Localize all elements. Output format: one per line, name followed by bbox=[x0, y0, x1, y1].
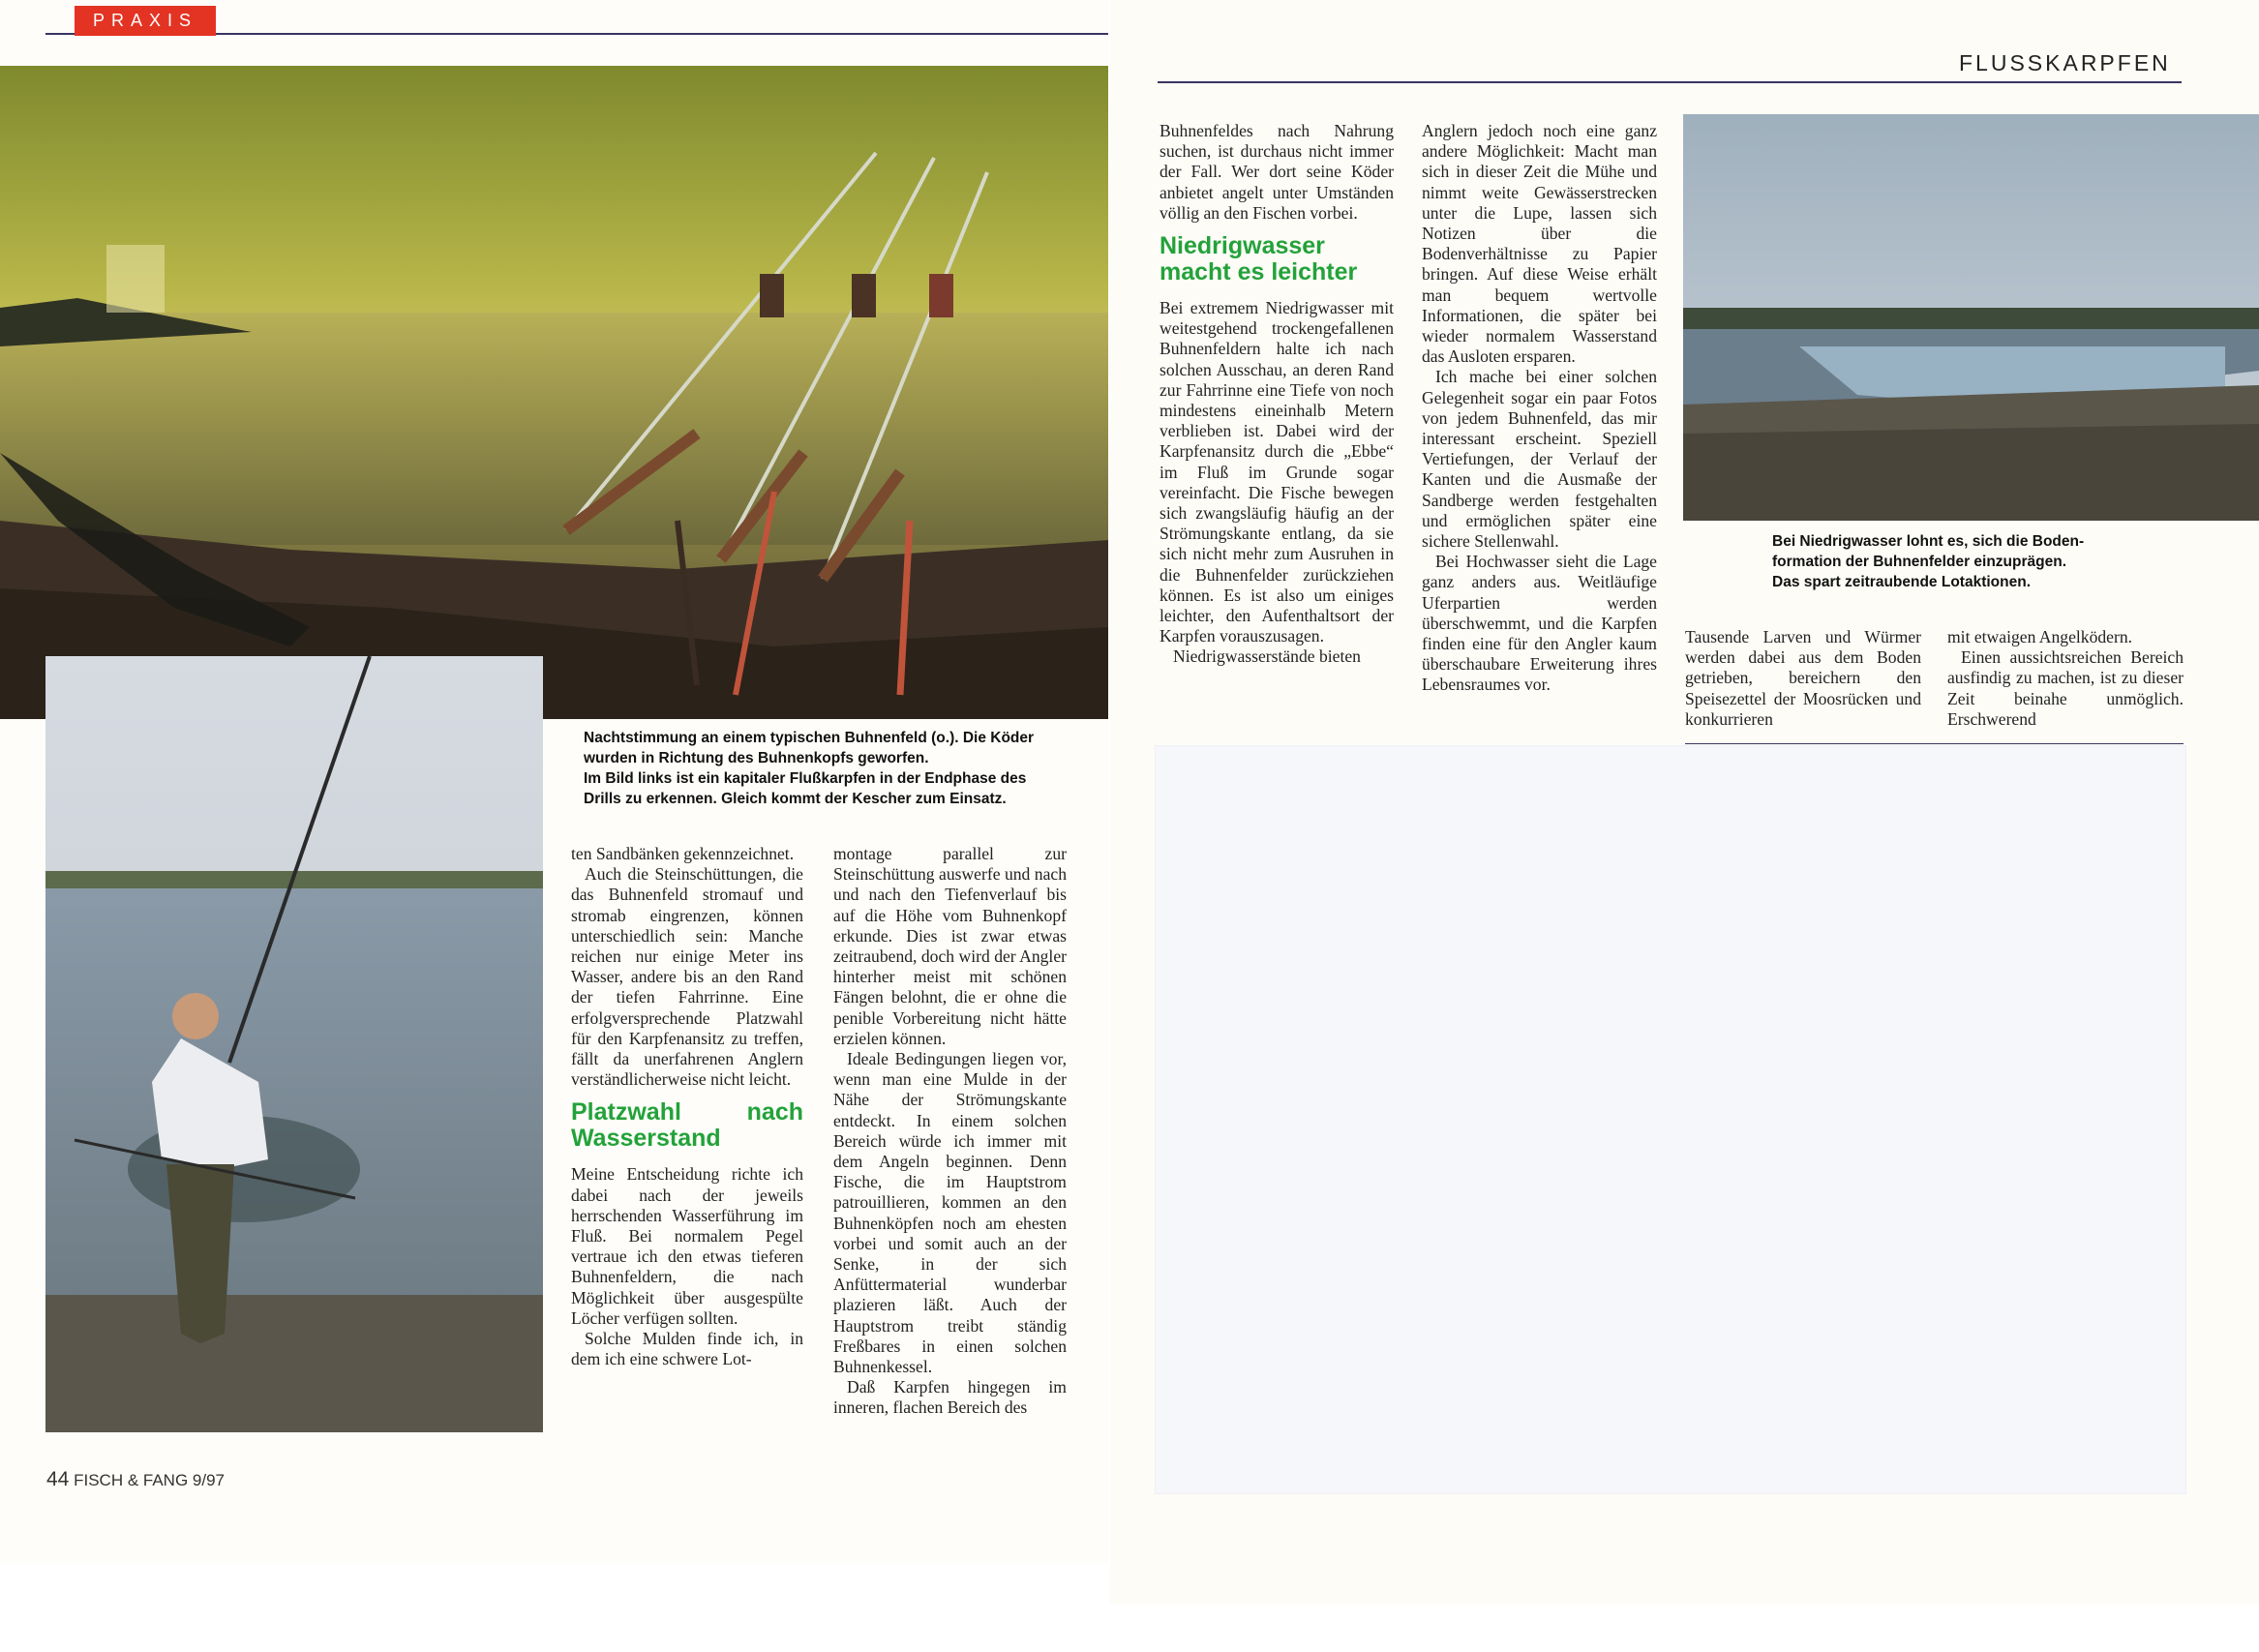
right-column-3 bbox=[1685, 627, 1921, 730]
paragraph: Tausende Larven und Würmer werden dabei aus dem Boden getrieben, bereichern den Speisezettel der Moosrücken und konkurrieren bbox=[1685, 627, 1921, 729]
paragraph: Anglern jedoch noch eine ganz andere Möglichkeit: Macht man sich in dieser Zeit die Mühe und nimmt weite Gewässerstrecken unter die Lupe, lassen sich Notizen über die Bodenverhältnisse zu Papier bringen. Auf diese Weise erhält man bequem wertvolle Informationen, die später bei wieder normalem Wasserstand das Ausloten ersparen. bbox=[1422, 121, 1657, 367]
section-title: FLUSSKARPFEN bbox=[1959, 50, 2171, 75]
paragraph: Meine Entscheidung richte ich dabei nach der jeweils herrschenden Wasserführung im Fluß. Bei normalem Pegel vertraue ich den etwas tieferen Buhnenfeldern, die nach Möglichkeit über ausgespülte Löcher verfügen sollten. bbox=[571, 1164, 803, 1328]
caption-line: Drills zu erkennen. Gleich kommt der Kescher zum Einsatz. bbox=[584, 791, 1007, 807]
paragraph: Bei Hochwasser sieht die Lage ganz anders aus. Weitläufige Uferpartien werden überschwemmt, und die Karpfen finden eine für den Angler kaum überschaubare Erweiterung ihres Lebensraumes vor. bbox=[1422, 552, 1657, 695]
paragraph: mit etwaigen Angelködern. bbox=[1947, 627, 2133, 646]
caption-line: Das spart zeitraubende Lotaktionen. bbox=[1772, 574, 2031, 590]
magazine-issue: FISCH & FANG 9/97 bbox=[74, 1471, 225, 1489]
caption-line: formation der Buhnenfelder einzuprägen. bbox=[1772, 554, 2066, 570]
section-tag: PRAXIS bbox=[75, 6, 216, 36]
angler-photo bbox=[45, 656, 543, 1432]
angler-landing-carp-icon bbox=[45, 656, 543, 1432]
paragraph: Ich mache bei einer solchen Gelegenheit sogar ein paar Fotos von jedem Buhnenfeld, das mir interessant erscheint. Speziell Vertiefungen, der Verlauf der Kanten und die Ausmaße der Sandberge werden festgehalten und ermöglichen später eine sichere Stellenwahl. bbox=[1422, 367, 1657, 552]
paragraph: Bei extremem Niedrigwasser mit weitestgehend trockengefallenen Buhnenfeldern halte ich nach solchen Ausschau, an deren Rand zur Fahrrinne eine Tiefe von noch mindestens eineinhalb Metern verblieben ist. Dabei wird der Karpfenansitz durch die „Ebbe“ im Fluß im Grunde sogar vereinfacht. Die Fische bewegen sich zwangsläufig häufig an der Strömungskante entlang, da sie sich nicht mehr zum Ausruhen in die Buhnenfelder zurückziehen können. Es ist also um einiges leichter, den Aufenthaltsort der Karpfen vorauszusagen. bbox=[1160, 298, 1394, 646]
blank-panel bbox=[1155, 745, 2186, 1494]
right-column-1 bbox=[1160, 121, 1394, 668]
column-end-rule bbox=[1685, 743, 2184, 744]
night-fishing-rods-icon bbox=[0, 66, 1108, 719]
paragraph: Ideale Bedingungen liegen vor, wenn man eine Mulde in der Nähe der Strömungskante entdeckt. In einem solchen Bereich würde ich immer mit dem Angeln beginnen. Denn Fische, die im Hauptstrom patrouillieren, kommen an den Buhnenköpfen noch am ehesten vorbei und somit auch an der Senke, in der sich Anfüttermaterial wunderbar plazieren läßt. Auch der Hauptstrom treibt ständig Freßbares in einen solchen Buhnenkessel. bbox=[833, 1049, 1067, 1377]
main-photo-caption bbox=[584, 728, 1087, 809]
left-column-1 bbox=[571, 844, 803, 1369]
paragraph: Einen aussichtsreichen Bereich ausfindig zu machen, ist zu dieser Zeit beinahe unmöglich. Erschwerend bbox=[1947, 647, 2184, 729]
low-water-groyne-icon bbox=[1683, 114, 2259, 521]
subheading: Niedrigwasser macht es leichter bbox=[1160, 232, 1358, 286]
page-number: 44 bbox=[46, 1468, 70, 1490]
paragraph: Buhnenfeldes nach Nahrung suchen, ist durchaus nicht immer der Fall. Wer dort seine Köder anbietet angelt unter Umständen völlig an den Fischen vorbei. bbox=[1160, 121, 1394, 223]
caption-line: Bei Niedrigwasser lohnt es, sich die Boden- bbox=[1772, 533, 2085, 550]
paragraph: Niedrigwasserstände bieten bbox=[1173, 646, 1361, 667]
right-column-4 bbox=[1947, 627, 2184, 730]
paragraph: Daß Karpfen hingegen im inneren, flachen Bereich des bbox=[833, 1377, 1067, 1418]
page-footer bbox=[46, 1468, 225, 1491]
night-fishing-photo bbox=[0, 66, 1108, 719]
paragraph: montage parallel zur Steinschüttung auswerfe und nach und nach den Tiefenverlauf bis auf die Höhe vom Buhnenkopf erkunde. Dies ist zwar etwas zeitraubend, doch wird der Angler hinterher meist mit schönen Fängen belohnt, die er ohne die penible Vorbereitung nicht hätte erzielen können. bbox=[833, 844, 1067, 1048]
caption-line: Im Bild links ist ein kapitaler Flußkarpfen in der Endphase des bbox=[584, 770, 1027, 787]
header-rule-right bbox=[1158, 81, 2182, 83]
paragraph: ten Sandbänken gekennzeichnet. bbox=[571, 844, 795, 863]
low-water-caption bbox=[1772, 531, 2227, 592]
right-column-2 bbox=[1422, 121, 1657, 696]
caption-line: Nachtstimmung an einem typischen Buhnenfeld (o.). Die Köder bbox=[584, 730, 1035, 746]
caption-line: wurden in Richtung des Buhnenkopfs geworfen. bbox=[584, 750, 929, 766]
subheading: Platzwahl nach Wasserstand bbox=[571, 1098, 803, 1153]
paragraph: Solche Mulden finde ich, in dem ich eine schwere Lot- bbox=[571, 1329, 803, 1369]
low-water-photo bbox=[1683, 114, 2259, 521]
paragraph: Auch die Steinschüttungen, die das Buhnenfeld stromauf und stromab eingrenzen, können unterschiedlich sein: Manche reichen nur einige Meter ins Wasser, andere bis an den Rand der tiefen Fahrrinne. Eine erfolgversprechende Platzwahl für den Karpfenansitz zu treffen, fällt da unerfahrenen Anglern verständlicherweise nicht leicht. bbox=[571, 864, 803, 1090]
left-column-2 bbox=[833, 844, 1067, 1419]
